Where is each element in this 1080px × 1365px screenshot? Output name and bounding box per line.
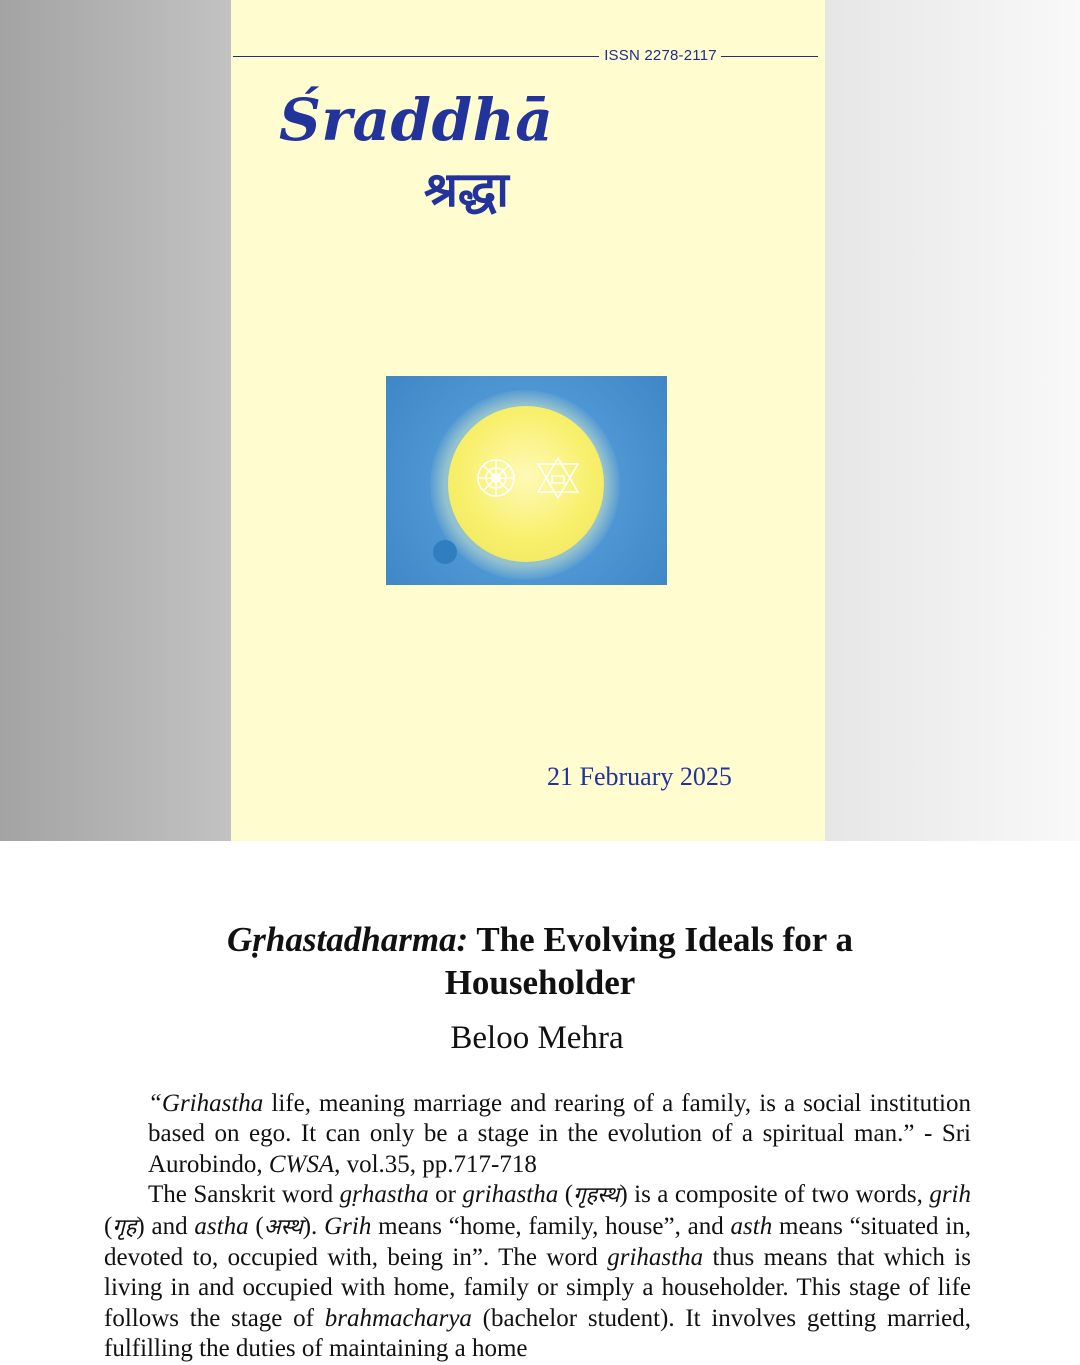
issue-date: 21 February 2025 — [547, 762, 732, 791]
cover-artwork — [386, 376, 667, 585]
issn-rule-left — [233, 56, 599, 57]
para-term: brahmacharya — [324, 1304, 472, 1332]
mother-symbol-icon — [478, 460, 514, 496]
para-term: astha — [194, 1212, 249, 1240]
para-devanagari: गृह — [112, 1214, 137, 1240]
body-paragraph — [104, 1180, 971, 1364]
para-text: ) is a composite of two words, — [619, 1181, 930, 1209]
journal-cover — [231, 0, 825, 841]
quote-ref: , vol.35, pp.717-718 — [334, 1150, 537, 1178]
small-blue-orb — [433, 540, 457, 564]
para-text: ) and — [136, 1212, 195, 1240]
para-text: ). — [302, 1212, 325, 1240]
article-title-term: Gṛhastadharma: — [227, 920, 469, 959]
para-term: grihastha — [462, 1181, 559, 1209]
sri-aurobindo-symbol-icon — [538, 458, 578, 498]
para-text: or — [428, 1181, 463, 1209]
article-title — [150, 918, 930, 1004]
issn-label: ISSN 2278-2117 — [604, 47, 717, 64]
para-text: ( — [104, 1212, 113, 1240]
para-text: ( — [558, 1181, 574, 1209]
para-text: The Sanskrit word — [148, 1181, 340, 1209]
journal-title-roman: Śraddhā — [279, 86, 554, 154]
quote-text: life, meaning marriage and rearing of a family, is a social institution based on ego. It can only be a stage in the evolution of a spiritual man.” - Sri Aurobindo, — [148, 1090, 971, 1178]
article-author: Beloo Mehra — [450, 1020, 624, 1056]
epigraph-quote — [104, 1089, 971, 1180]
quote-source: CWSA — [268, 1150, 335, 1178]
cover-symbols — [472, 454, 592, 502]
article-body — [104, 1089, 971, 1365]
journal-title-devanagari: श्रद्धा — [424, 162, 509, 218]
para-text: ( — [248, 1212, 264, 1240]
para-text: means “situated in, devoted to, occupied with, being in”. The word — [104, 1212, 972, 1272]
para-term: asth — [730, 1212, 773, 1240]
issn-rule-right — [721, 56, 818, 57]
para-term: Grih — [324, 1212, 372, 1240]
para-text: means “home, family, house”, and — [371, 1212, 731, 1240]
para-devanagari: गृहस्थ — [573, 1183, 620, 1209]
para-term: gṛhastha — [339, 1181, 429, 1209]
para-term: grihastha — [607, 1244, 704, 1272]
quote-term: “Grihastha — [148, 1090, 264, 1117]
para-devanagari: अस्थ — [263, 1214, 303, 1240]
article-title-rest: The Evolving Ideals for a Householder — [444, 920, 853, 1002]
para-term: grih — [929, 1181, 971, 1209]
para-text: thus means that which is living in and occupied with home, family or simply a householder. This stage of life follows the stage of — [104, 1244, 971, 1332]
para-text: (bachelor student). It involves getting married, fulfilling the duties of maintaining a home — [104, 1304, 971, 1363]
